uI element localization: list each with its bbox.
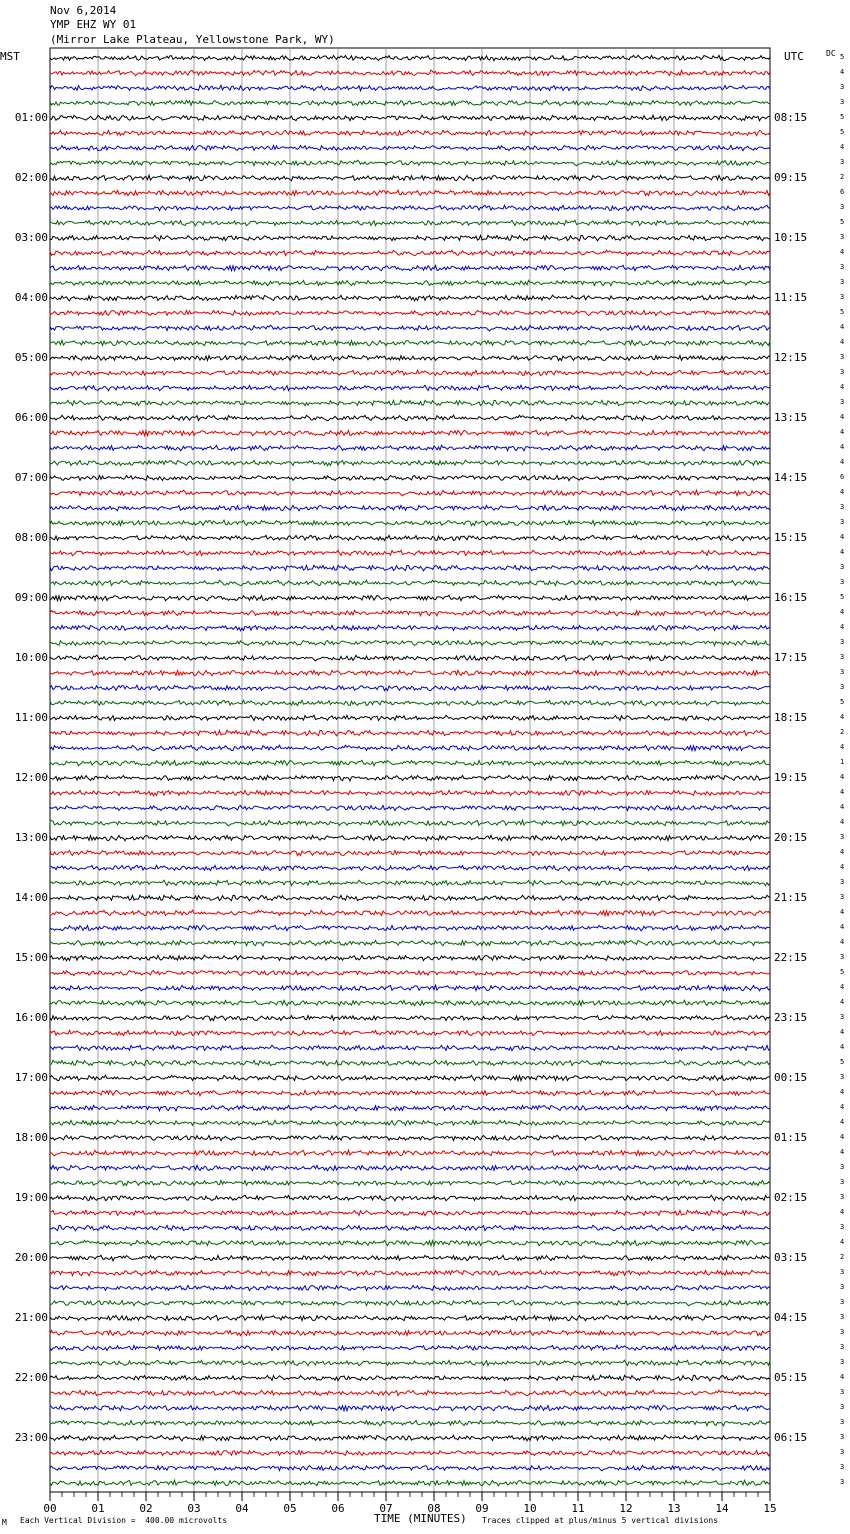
dc-value: 4: [840, 1148, 845, 1156]
trace-line: [50, 985, 770, 991]
dc-value: 4: [840, 773, 845, 781]
dc-value: 5: [840, 218, 845, 226]
trace-line: [50, 685, 770, 690]
dc-value: 3: [840, 668, 845, 676]
trace-line: [50, 520, 770, 525]
dc-value: 3: [840, 1388, 845, 1396]
right-hour-label: 19:15: [774, 771, 808, 784]
x-tick-label: 02: [139, 1502, 153, 1515]
trace-line: [50, 700, 770, 706]
dc-value: 3: [840, 1163, 845, 1171]
trace-line: [50, 610, 770, 615]
trace-line: [50, 910, 770, 916]
dc-value: 3: [840, 158, 845, 166]
dc-value: 3: [840, 1478, 845, 1486]
dc-value: 5: [840, 128, 845, 136]
dc-value: 4: [840, 788, 845, 796]
trace-line: [50, 1090, 770, 1096]
dc-value: 3: [840, 353, 845, 361]
x-tick-label: 06: [331, 1502, 345, 1515]
trace-line: [50, 805, 770, 811]
trace-line: [50, 505, 770, 510]
left-hour-label: 04:00: [14, 291, 48, 304]
trace-line: [50, 1135, 770, 1141]
trace-line: [50, 565, 770, 571]
right-hour-label: 02:15: [774, 1191, 808, 1204]
trace-line: [50, 850, 770, 855]
dc-value: 1: [840, 758, 845, 766]
dc-value: 3: [840, 368, 845, 376]
trace-line: [50, 1150, 770, 1156]
left-hour-label: 14:00: [14, 891, 48, 904]
trace-line: [50, 55, 770, 61]
dc-value: 4: [840, 443, 845, 451]
dc-value: 3: [840, 953, 845, 961]
right-hour-label: 14:15: [774, 471, 808, 484]
left-hour-label: 02:00: [14, 171, 48, 184]
right-hour-label: 06:15: [774, 1431, 808, 1444]
trace-line: [50, 1435, 770, 1441]
dc-value: 3: [840, 398, 845, 406]
dc-value: 3: [840, 1283, 845, 1291]
left-hour-label: 23:00: [14, 1431, 48, 1444]
right-hour-label: 00:15: [774, 1071, 808, 1084]
trace-line: [50, 1045, 770, 1050]
dc-value: 3: [840, 653, 845, 661]
x-tick-label: 15: [763, 1502, 777, 1515]
dc-value: 3: [840, 1073, 845, 1081]
dc-value: 4: [840, 923, 845, 931]
dc-value: 3: [840, 1448, 845, 1456]
station-location: (Mirror Lake Plateau, Yellowstone Park, WY): [50, 33, 335, 46]
left-hour-label: 10:00: [14, 651, 48, 664]
dc-value: 4: [840, 383, 845, 391]
dc-value: 4: [840, 533, 845, 541]
dc-value: 4: [840, 1043, 845, 1051]
trace-line: [50, 1345, 770, 1350]
dc-value: 4: [840, 488, 845, 496]
right-hour-label: 21:15: [774, 891, 808, 904]
trace-line: [50, 370, 770, 375]
trace-line: [50, 625, 770, 631]
trace-line: [50, 265, 770, 271]
dc-value: 4: [840, 548, 845, 556]
dc-value: 2: [840, 1253, 845, 1261]
left-hour-label: 15:00: [14, 951, 48, 964]
trace-line: [50, 130, 770, 135]
trace-line: [50, 1375, 770, 1381]
dc-value: 4: [840, 1028, 845, 1036]
dc-value: 4: [840, 743, 845, 751]
trace-line: [50, 730, 770, 736]
trace-line: [50, 1330, 770, 1336]
dc-value: 4: [840, 143, 845, 151]
x-tick-label: 03: [187, 1502, 201, 1515]
right-hour-label: 11:15: [774, 291, 808, 304]
right-hour-label: 13:15: [774, 411, 808, 424]
dc-value: 5: [840, 1058, 845, 1066]
dc-value: 4: [840, 1238, 845, 1246]
trace-line: [50, 445, 770, 450]
trace-line: [50, 835, 770, 840]
right-hour-label: 09:15: [774, 171, 808, 184]
dc-value: 3: [840, 1313, 845, 1321]
dc-value: 3: [840, 518, 845, 526]
dc-value: 4: [840, 608, 845, 616]
dc-value: 5: [840, 698, 845, 706]
dc-value: 5: [840, 113, 845, 121]
right-hour-label: 08:15: [774, 111, 808, 124]
dc-value: 4: [840, 323, 845, 331]
trace-line: [50, 1360, 770, 1366]
dc-value: 3: [840, 1178, 845, 1186]
dc-value: 3: [840, 1433, 845, 1441]
dc-value: 3: [840, 293, 845, 301]
trace-line: [50, 340, 770, 346]
left-hour-label: 13:00: [14, 831, 48, 844]
dc-value: 3: [840, 1358, 845, 1366]
trace-line: [50, 355, 770, 360]
trace-line: [50, 1390, 770, 1396]
left-hour-label: 12:00: [14, 771, 48, 784]
trace-line: [50, 146, 770, 151]
dc-value: 4: [840, 713, 845, 721]
trace-line: [50, 670, 770, 675]
dc-value: 3: [840, 203, 845, 211]
dc-value: 3: [840, 833, 845, 841]
trace-line: [50, 1255, 770, 1261]
dc-value: 4: [840, 938, 845, 946]
left-hour-label: 05:00: [14, 351, 48, 364]
trace-line: [50, 460, 770, 466]
time-axis: [50, 1492, 770, 1501]
dc-value: 3: [840, 578, 845, 586]
dc-value: 4: [840, 623, 845, 631]
trace-line: [50, 715, 770, 720]
dc-value: 2: [840, 173, 845, 181]
right-hour-label: 10:15: [774, 231, 808, 244]
dc-value: 3: [840, 1298, 845, 1306]
plot-frame: [50, 48, 770, 1492]
dc-value: 3: [840, 878, 845, 886]
trace-line: [50, 70, 770, 75]
trace-line: [50, 655, 770, 661]
dc-value: 4: [840, 248, 845, 256]
right-hour-label: 18:15: [774, 711, 808, 724]
trace-line: [50, 1300, 770, 1306]
left-hour-label: 22:00: [14, 1371, 48, 1384]
trace-line: [50, 1060, 770, 1066]
dc-value: 2: [840, 728, 845, 736]
dc-value: 3: [840, 503, 845, 511]
dc-value: 4: [840, 1103, 845, 1111]
dc-value: 5: [840, 968, 845, 976]
dc-value: 4: [840, 908, 845, 916]
trace-line: [50, 1405, 770, 1411]
trace-line: [50, 400, 770, 406]
trace-line: [50, 550, 770, 555]
dc-value: 3: [840, 263, 845, 271]
x-tick-label: 09: [475, 1502, 489, 1515]
trace-line: [50, 476, 770, 481]
trace-line: [50, 205, 770, 210]
footer-mark: M: [2, 1518, 7, 1527]
dc-value: 5: [840, 308, 845, 316]
left-hour-label: 17:00: [14, 1071, 48, 1084]
dc-value: 3: [840, 278, 845, 286]
right-hour-label: 16:15: [774, 591, 808, 604]
x-tick-label: 11: [571, 1502, 585, 1515]
trace-line: [50, 745, 770, 751]
trace-line: [50, 1000, 770, 1006]
right-hour-label: 01:15: [774, 1131, 808, 1144]
trace-line: [50, 220, 770, 226]
scale-note: Each Vertical Division = 400.00 microvolts: [20, 1516, 228, 1525]
trace-line: [50, 385, 770, 391]
trace-line: [50, 535, 770, 541]
dc-value: 4: [840, 1118, 845, 1126]
right-hour-label: 05:15: [774, 1371, 808, 1384]
dc-value: 3: [840, 683, 845, 691]
dc-value: 3: [840, 1418, 845, 1426]
trace-line: [50, 280, 770, 285]
right-hour-label: 12:15: [774, 351, 808, 364]
trace-line: [50, 760, 770, 766]
x-tick-label: 01: [91, 1502, 105, 1515]
trace-line: [50, 940, 770, 945]
trace-line: [50, 1285, 770, 1290]
left-hour-label: 08:00: [14, 531, 48, 544]
trace-line: [50, 250, 770, 256]
dc-value: 4: [840, 863, 845, 871]
left-hour-label: 20:00: [14, 1251, 48, 1264]
x-tick-label: 13: [667, 1502, 681, 1515]
trace-line: [50, 115, 770, 121]
dc-value: 4: [840, 1088, 845, 1096]
dc-value: 4: [840, 1133, 845, 1141]
trace-line: [50, 1180, 770, 1185]
trace-line: [50, 1480, 770, 1486]
trace-line: [50, 490, 770, 496]
trace-line: [50, 190, 770, 196]
trace-line: [50, 580, 770, 586]
dc-value: 4: [840, 803, 845, 811]
trace-line: [50, 1030, 770, 1036]
dc-value: 3: [840, 83, 845, 91]
dc-label: DC: [826, 49, 836, 58]
trace-line: [50, 865, 770, 871]
left-timezone: MST: [0, 50, 20, 63]
x-tick-label: 14: [715, 1502, 729, 1515]
trace-line: [50, 1165, 770, 1171]
x-tick-label: 05: [283, 1502, 297, 1515]
trace-line: [50, 1240, 770, 1245]
trace-line: [50, 1195, 770, 1201]
trace-line: [50, 175, 770, 181]
left-hour-label: 07:00: [14, 471, 48, 484]
dc-value: 4: [840, 413, 845, 421]
trace-line: [50, 775, 770, 780]
trace-line: [50, 430, 770, 436]
dc-value: 3: [840, 638, 845, 646]
x-tick-label: 12: [619, 1502, 633, 1515]
right-hour-label: 20:15: [774, 831, 808, 844]
right-hour-label: 03:15: [774, 1251, 808, 1264]
trace-line: [50, 1016, 770, 1021]
trace-line: [50, 1105, 770, 1110]
dc-value: 4: [840, 68, 845, 76]
dc-value: 3: [840, 233, 845, 241]
trace-line: [50, 1420, 770, 1425]
dc-value: 3: [840, 1463, 845, 1471]
trace-line: [50, 235, 770, 241]
trace-line: [50, 641, 770, 646]
trace-line: [50, 790, 770, 796]
right-hour-label: 04:15: [774, 1311, 808, 1324]
dc-value: 3: [840, 1193, 845, 1201]
trace-line: [50, 295, 770, 301]
x-tick-label: 10: [523, 1502, 537, 1515]
dc-value: 3: [840, 893, 845, 901]
trace-line: [50, 311, 770, 316]
dc-value: 3: [840, 1223, 845, 1231]
left-hour-label: 18:00: [14, 1131, 48, 1144]
trace-line: [50, 415, 770, 421]
trace-line: [50, 970, 770, 976]
trace-line: [50, 955, 770, 961]
trace-line: [50, 895, 770, 901]
left-hour-label: 01:00: [14, 111, 48, 124]
dc-value: 5: [840, 53, 845, 61]
left-hour-label: 06:00: [14, 411, 48, 424]
trace-line: [50, 1465, 770, 1471]
dc-value: 3: [840, 1403, 845, 1411]
dc-value: 4: [840, 983, 845, 991]
x-tick-label: 07: [379, 1502, 393, 1515]
right-hour-label: 17:15: [774, 651, 808, 664]
dc-value: 4: [840, 998, 845, 1006]
x-axis-label: TIME (MINUTES): [374, 1512, 467, 1525]
trace-line: [50, 100, 770, 105]
trace-line: [50, 160, 770, 166]
dc-value: 4: [840, 1373, 845, 1381]
dc-value: 4: [840, 428, 845, 436]
x-tick-label: 08: [427, 1502, 441, 1515]
dc-value: 6: [840, 473, 845, 481]
right-hour-label: 23:15: [774, 1011, 808, 1024]
trace-line: [50, 85, 770, 90]
trace-line: [50, 1210, 770, 1215]
dc-value: 3: [840, 98, 845, 106]
trace-line: [50, 595, 770, 601]
trace-line: [50, 1450, 770, 1455]
trace-line: [50, 880, 770, 885]
right-hour-label: 22:15: [774, 951, 808, 964]
dc-value: 4: [840, 458, 845, 466]
x-tick-label: 00: [43, 1502, 57, 1515]
trace-line: [50, 1075, 770, 1081]
dc-value: 4: [840, 818, 845, 826]
trace-line: [50, 1225, 770, 1231]
dc-value: 3: [840, 1013, 845, 1021]
x-tick-label: 04: [235, 1502, 249, 1515]
left-hour-label: 09:00: [14, 591, 48, 604]
left-hour-label: 03:00: [14, 231, 48, 244]
dc-value: 5: [840, 593, 845, 601]
dc-value: 3: [840, 1328, 845, 1336]
dc-value: 4: [840, 848, 845, 856]
left-hour-label: 16:00: [14, 1011, 48, 1024]
trace-line: [50, 1270, 770, 1276]
dc-value: 3: [840, 1343, 845, 1351]
left-hour-label: 19:00: [14, 1191, 48, 1204]
trace-line: [50, 1315, 770, 1321]
trace-line: [50, 925, 770, 931]
trace-line: [50, 820, 770, 826]
dc-value: 6: [840, 188, 845, 196]
station-code: YMP EHZ WY 01: [50, 18, 137, 31]
dc-value: 4: [840, 338, 845, 346]
vertical-gridlines: [50, 48, 770, 1492]
seismogram-traces: [50, 55, 770, 1486]
dc-value: 3: [840, 1268, 845, 1276]
clip-note: Traces clipped at plus/minus 5 vertical divisions: [482, 1516, 719, 1525]
dc-value: 3: [840, 563, 845, 571]
left-hour-label: 11:00: [14, 711, 48, 724]
record-date: Nov 6,2014: [50, 4, 117, 17]
left-hour-label: 21:00: [14, 1311, 48, 1324]
right-hour-label: 15:15: [774, 531, 808, 544]
right-timezone: UTC: [784, 50, 804, 63]
dc-value: 4: [840, 1208, 845, 1216]
trace-line: [50, 1120, 770, 1125]
trace-line: [50, 325, 770, 331]
